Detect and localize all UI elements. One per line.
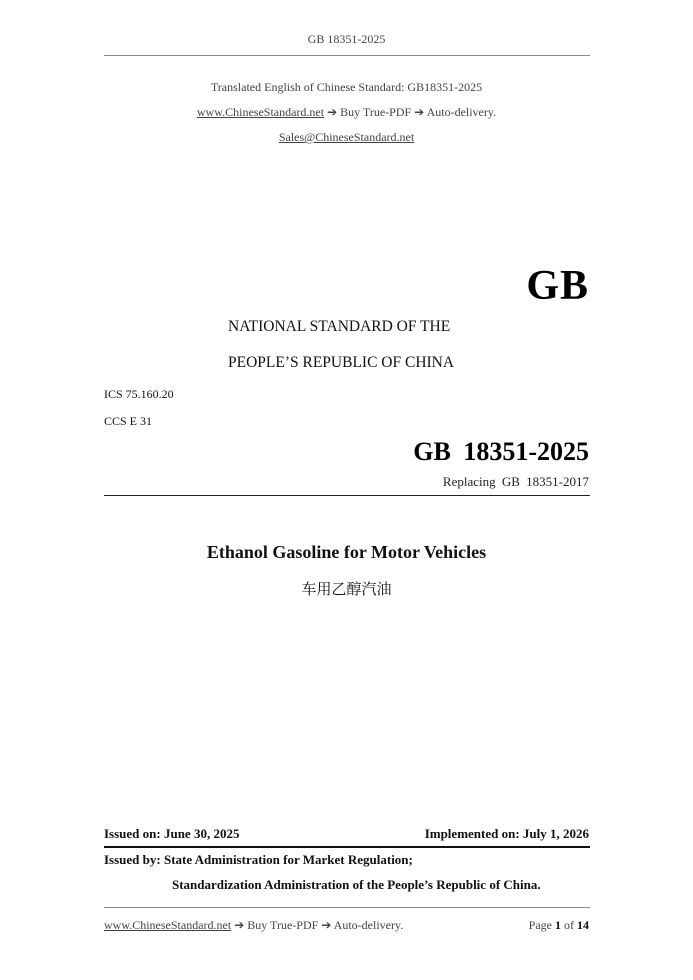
promo-email-line: [0, 130, 693, 145]
issued-on-date: Issued on: June 30, 2025: [104, 826, 240, 841]
page-of: of: [564, 918, 574, 932]
footer-site-link[interactable]: www.ChineseStandard.net: [104, 918, 232, 932]
promo-buy-text: ➔ Buy True-PDF ➔ Auto-delivery.: [327, 105, 497, 119]
document-title-chinese: 车用乙醇汽油: [301, 580, 392, 598]
page-indicator: [529, 918, 589, 933]
header-divider: [104, 55, 590, 56]
replacing-standard: Replacing GB 18351-2017: [442, 474, 589, 489]
national-standard-line-1: NATIONAL STANDARD OF THE: [228, 318, 451, 335]
title-divider: [104, 495, 590, 496]
footer-buy-text: ➔ Buy True-PDF ➔ Auto-delivery.: [234, 918, 404, 932]
standard-number: GB 18351-2025: [413, 437, 589, 466]
national-standard-line-2: PEOPLE’S REPUBLIC OF CHINA: [228, 354, 455, 371]
issued-by: Issued by: State Administration for Market Regulation;: [104, 852, 413, 867]
running-header: GB 18351-2025: [307, 32, 386, 46]
sales-email-link[interactable]: Sales@ChineseStandard.net: [278, 130, 415, 144]
issue-divider: [104, 846, 590, 848]
document-title-english: Ethanol Gasoline for Motor Vehicles: [206, 542, 487, 562]
promo-link-line: [0, 105, 693, 120]
page-total: 14: [577, 918, 589, 932]
footer-divider: [104, 907, 590, 908]
site-link[interactable]: www.ChineseStandard.net: [196, 105, 325, 119]
page-current: 1: [555, 918, 561, 932]
footer-promo: [104, 918, 403, 933]
page-word: Page: [528, 918, 552, 932]
ics-code: ICS 75.160.20: [104, 387, 174, 401]
ccs-code: CCS E 31: [104, 414, 153, 428]
gb-logo: GB: [526, 263, 589, 309]
promo-line: Translated English of Chinese Standard: GB18351-2025: [210, 80, 483, 94]
implemented-on-date: Implemented on: July 1, 2026: [424, 826, 589, 841]
issued-by-second-authority: Standardization Administration of the People’s Republic of China.: [172, 877, 541, 892]
